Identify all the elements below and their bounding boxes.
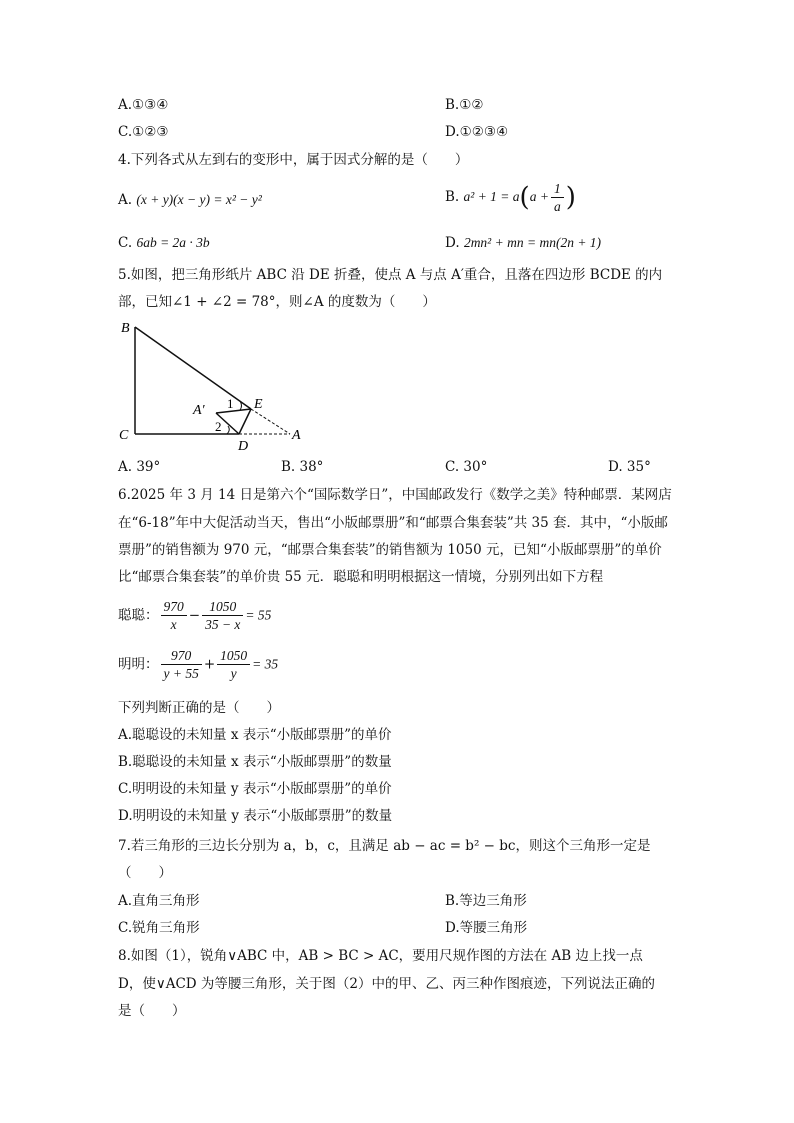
fraction-denominator: 35 − x xyxy=(205,617,241,632)
q4-option-b xyxy=(445,180,576,215)
q4-option-c-prefix: C. xyxy=(118,235,133,251)
label-c: C xyxy=(119,428,129,443)
congcong-label: 聪聪： xyxy=(118,607,159,624)
mingming-operator: + xyxy=(203,656,216,673)
congcong-operator: − xyxy=(188,607,201,624)
q4-option-b-fraction xyxy=(551,180,564,215)
q4-option-a-prefix: A. xyxy=(118,192,133,208)
fraction-denominator: y + 55 xyxy=(163,666,199,681)
label-a: A xyxy=(292,428,301,443)
q4-option-a-expr: (x + y)(x − y) = x² − y² xyxy=(136,192,262,207)
fraction-numerator: 970 xyxy=(161,598,187,616)
q6-judge: 下列判断正确的是（ ） xyxy=(118,700,280,716)
q4-option-b-inner: a + xyxy=(529,189,549,204)
label-b: B xyxy=(121,321,130,336)
q7-option-c: C.锐角三角形 xyxy=(118,920,200,936)
segment-be xyxy=(135,327,251,409)
label-a-prime: A′ xyxy=(193,403,205,418)
congcong-rhs: = 55 xyxy=(245,607,272,623)
left-paren: ( xyxy=(519,182,530,213)
q7-option-d: D.等腰三角形 xyxy=(445,920,528,936)
fraction-numerator: 1 xyxy=(551,180,564,198)
fraction-denominator: a xyxy=(553,199,561,214)
fraction-numerator: 1050 xyxy=(217,647,250,665)
congcong-fraction-2 xyxy=(202,598,243,633)
q3-option-c: C.①②③ xyxy=(118,124,169,140)
fraction-denominator: y xyxy=(230,666,237,681)
q6-option-b: B.聪聪设的未知量 x 表示“小版邮票册”的数量 xyxy=(118,754,392,770)
q5-stem-line2: 部，已知∠1 + ∠2 = 78°，则∠A 的度数为（ ） xyxy=(118,294,436,310)
q8-stem-line2: D，使∨ACD 为等腰三角形，关于图（2）中的甲、乙、丙三种作图痕迹，下列说法正确的 xyxy=(118,976,655,992)
q4-option-b-prefix: B. xyxy=(445,189,460,205)
q6-equation-congcong xyxy=(118,598,271,633)
fraction-denominator: x xyxy=(170,617,177,632)
q4-option-b-left: a² + 1 = a xyxy=(463,189,520,204)
congcong-fraction-1 xyxy=(161,598,187,633)
mingming-fraction-1 xyxy=(161,647,202,682)
q5-fold-triangle-figure xyxy=(114,318,314,452)
q5-option-c: C. 30° xyxy=(445,459,488,475)
q6-stem-line3: 票册”的销售额为 970 元，“邮票合集套装”的销售额为 1050 元，已知“小版邮票册”的单价 xyxy=(118,542,662,558)
q6-option-c: C.明明设的未知量 y 表示“小版邮票册”的单价 xyxy=(118,781,392,797)
q4-option-d xyxy=(445,234,601,252)
q6-stem-line1: 6.2025 年 3 月 14 日是第六个“国际数学日”，中国邮政发行《数学之美》特种邮票．某网店 xyxy=(118,487,672,503)
q3-option-d: D.①②③④ xyxy=(445,124,509,140)
q7-option-a: A.直角三角形 xyxy=(118,893,200,909)
q4-option-d-expr: 2mn² + mn = mn(2n + 1) xyxy=(463,235,602,250)
right-paren: ) xyxy=(565,182,576,213)
q8-stem-line3: 是（ ） xyxy=(118,1003,186,1019)
fraction-numerator: 970 xyxy=(161,647,202,665)
label-e: E xyxy=(254,397,263,412)
q6-option-a: A.聪聪设的未知量 x 表示“小版邮票册”的单价 xyxy=(118,727,392,743)
q6-option-d: D.明明设的未知量 y 表示“小版邮票册”的数量 xyxy=(118,808,393,824)
label-angle-1: 1 xyxy=(227,396,234,411)
q4-option-c xyxy=(118,234,210,252)
q6-stem-line4: 比“邮票合集套装”的单价贵 55 元．聪聪和明明根据这一情境，分别列出如下方程 xyxy=(118,569,604,585)
q4-stem: 4.下列各式从左到右的变形中，属于因式分解的是（ ） xyxy=(118,152,469,168)
segment-a-prime-e xyxy=(216,409,251,413)
label-d: D xyxy=(238,439,249,452)
q7-stem-line2: （ ） xyxy=(118,865,172,881)
q3-option-b: B.①② xyxy=(445,97,484,113)
mingming-label: 明明： xyxy=(118,656,159,673)
q6-equation-mingming xyxy=(118,647,278,682)
label-angle-2: 2 xyxy=(215,419,222,434)
q7-stem-line1: 7.若三角形的三边长分别为 a，b，c，且满足 ab − ac = b² − bc，则这个三角形一定是 xyxy=(118,838,651,854)
q4-option-d-prefix: D. xyxy=(445,235,460,251)
q4-option-c-expr: 6ab = 2a · 3b xyxy=(136,235,210,250)
q5-option-b: B. 38° xyxy=(281,459,324,475)
q5-stem-line1: 5.如图，把三角形纸片 ABC 沿 DE 折叠，使点 A 与点 A′重合，且落在四边形 BCDE 的内 xyxy=(118,267,663,283)
mingming-rhs: = 35 xyxy=(252,656,279,672)
q4-option-a xyxy=(118,191,262,209)
segment-ea-dashed xyxy=(251,409,290,434)
q6-stem-line2: 在“6-18”年中大促活动当天，售出“小版邮票册”和“邮票合集套装”共 35 套．其中，“小版邮 xyxy=(118,515,668,531)
q8-stem-line1: 8.如图（1），锐角∨ABC 中，AB > BC > AC，要用尺规作图的方法在 AB 边上找一点 xyxy=(118,948,643,964)
q3-option-a: A.①③④ xyxy=(118,97,169,113)
mingming-fraction-2 xyxy=(217,647,250,682)
fraction-numerator: 1050 xyxy=(202,598,243,616)
q7-option-b: B.等边三角形 xyxy=(445,893,527,909)
q5-option-a: A. 39° xyxy=(118,459,161,475)
segment-ed xyxy=(239,409,251,434)
q5-option-d: D. 35° xyxy=(608,459,651,475)
angle-2-arc xyxy=(227,426,229,434)
